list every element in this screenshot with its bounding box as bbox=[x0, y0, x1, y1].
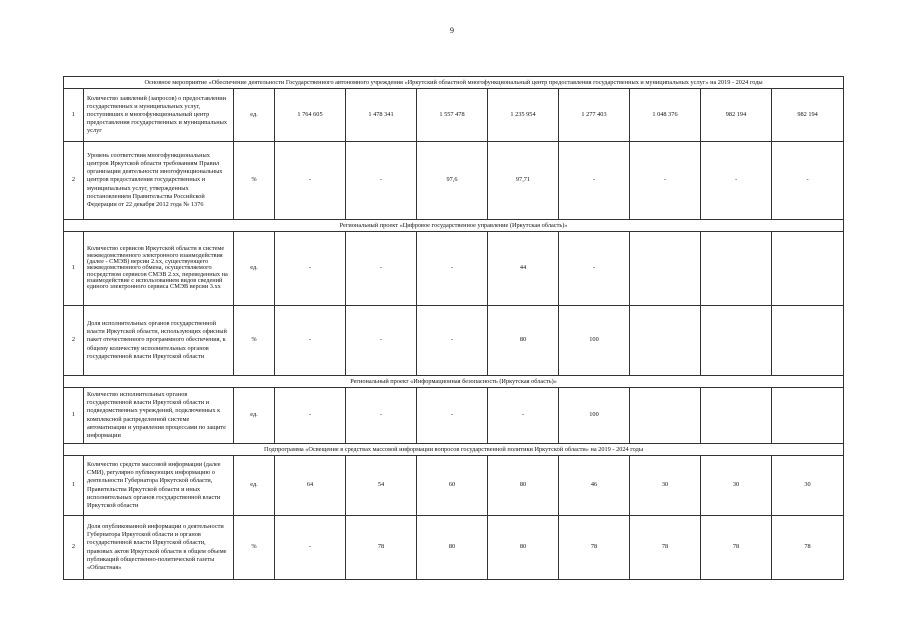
value-cell: 80 bbox=[488, 516, 559, 580]
section-header-row bbox=[64, 220, 844, 232]
value-cell: - bbox=[275, 306, 346, 376]
table-row bbox=[64, 516, 844, 580]
value-cell: 1 478 341 bbox=[346, 89, 417, 142]
value-cell bbox=[701, 232, 772, 306]
row-number: 1 bbox=[64, 456, 84, 516]
unit-cell: % bbox=[234, 142, 275, 220]
row-number: 1 bbox=[64, 388, 84, 444]
value-cell: 78 bbox=[559, 516, 630, 580]
value-cell bbox=[772, 232, 844, 306]
value-cell: 1 235 954 bbox=[488, 89, 559, 142]
table-row bbox=[64, 306, 844, 376]
value-cell bbox=[630, 306, 701, 376]
indicator-name: Доля исполнительных органов государственной власти Иркутской области, использующих офисный пакет отечественного программного обеспечения, к общему количеству исполнительных органов государственной власти Иркутской области bbox=[84, 306, 234, 376]
value-cell: 78 bbox=[772, 516, 844, 580]
indicator-name: Количество средств массовой информации (далее СМИ), регулярно публикующих информацию о деятельности Губернатора Иркутской области, Правительства Иркутской области и иных исполнительных органов государственной власти Иркутской области bbox=[84, 456, 234, 516]
unit-cell: ед. bbox=[234, 89, 275, 142]
value-cell bbox=[772, 388, 844, 444]
value-cell: - bbox=[488, 388, 559, 444]
value-cell: - bbox=[559, 232, 630, 306]
value-cell: 46 bbox=[559, 456, 630, 516]
row-number: 2 bbox=[64, 306, 84, 376]
page-number: 9 bbox=[450, 26, 454, 35]
value-cell: 100 bbox=[559, 388, 630, 444]
value-cell: 78 bbox=[701, 516, 772, 580]
value-cell: 97,71 bbox=[488, 142, 559, 220]
table-row bbox=[64, 232, 844, 306]
table-row bbox=[64, 388, 844, 444]
row-number: 1 bbox=[64, 89, 84, 142]
indicator-name: Доля опубликованной информации о деятельности Губернатора Иркутской области и органов государственной власти Иркутской области, правовых актов Иркутской области в общем объеме публикаций общественно-политической газеты «Областная» bbox=[84, 516, 234, 580]
value-cell: 982 194 bbox=[701, 89, 772, 142]
value-cell: - bbox=[701, 142, 772, 220]
value-cell: - bbox=[559, 142, 630, 220]
value-cell: 1 557 478 bbox=[417, 89, 488, 142]
value-cell bbox=[701, 306, 772, 376]
value-cell: 80 bbox=[488, 456, 559, 516]
value-cell: - bbox=[346, 142, 417, 220]
indicator-name: Количество исполнительных органов государственной власти Иркутской области и подведомственных учреждений, подключенных к комплексной распределенной системе автоматизации и управления процессами по защите информации bbox=[84, 388, 234, 444]
value-cell: 80 bbox=[417, 516, 488, 580]
value-cell: 54 bbox=[346, 456, 417, 516]
value-cell: - bbox=[417, 388, 488, 444]
table-row bbox=[64, 142, 844, 220]
indicator-name: Количество сервисов Иркутской области в системе межведомственного электронного взаимодействия (далее - СМЭВ) версии 2.хх, существующего межведомственного обмена, осуществляемого посредством сервисов СМЭВ 2.хх, переведенных на взаимодействие с использованием видов сведений единого электронного сервиса СМЭВ версии 3.хх bbox=[84, 232, 234, 306]
value-cell: - bbox=[772, 142, 844, 220]
value-cell bbox=[701, 388, 772, 444]
value-cell: - bbox=[346, 232, 417, 306]
value-cell: 64 bbox=[275, 456, 346, 516]
row-number: 1 bbox=[64, 232, 84, 306]
unit-cell: ед. bbox=[234, 456, 275, 516]
value-cell: 30 bbox=[701, 456, 772, 516]
value-cell: 30 bbox=[772, 456, 844, 516]
section-title: Основное мероприятие «Обеспечение деятельности Государственного автономного учреждения «Иркутский областной многофункциональный центр предоставления государственных и муниципальных услуг» на 2019 - 2024 годы bbox=[64, 77, 844, 89]
section-title: Региональный проект «Цифровое государственное управление (Иркутская область)» bbox=[64, 220, 844, 232]
value-cell bbox=[630, 388, 701, 444]
value-cell: 80 bbox=[488, 306, 559, 376]
value-cell bbox=[630, 232, 701, 306]
value-cell: - bbox=[346, 388, 417, 444]
section-title: Подпрограмма «Освещение в средствах массовой информации вопросов государственной политики Иркутской области» на 2019 - 2024 годы bbox=[64, 444, 844, 456]
indicator-name: Количество заявлений (запросов) о предоставлении государственных и муниципальных услуг, поступивших в многофункциональный центр предоставления государственных и муниципальных услуг bbox=[84, 89, 234, 142]
value-cell: 78 bbox=[346, 516, 417, 580]
value-cell: 30 bbox=[630, 456, 701, 516]
value-cell: 78 bbox=[630, 516, 701, 580]
row-number: 2 bbox=[64, 142, 84, 220]
value-cell: 100 bbox=[559, 306, 630, 376]
value-cell: - bbox=[275, 232, 346, 306]
value-cell: - bbox=[346, 306, 417, 376]
value-cell: - bbox=[275, 516, 346, 580]
value-cell bbox=[772, 306, 844, 376]
value-cell: 982 194 bbox=[772, 89, 844, 142]
value-cell: - bbox=[417, 306, 488, 376]
table-row bbox=[64, 456, 844, 516]
section-header-row bbox=[64, 444, 844, 456]
unit-cell: ед. bbox=[234, 388, 275, 444]
value-cell: - bbox=[630, 142, 701, 220]
value-cell: - bbox=[275, 388, 346, 444]
row-number: 2 bbox=[64, 516, 84, 580]
value-cell: - bbox=[417, 232, 488, 306]
unit-cell: % bbox=[234, 516, 275, 580]
value-cell: 97,6 bbox=[417, 142, 488, 220]
value-cell: - bbox=[275, 142, 346, 220]
indicators-table bbox=[63, 76, 844, 580]
unit-cell: ед. bbox=[234, 232, 275, 306]
value-cell: 1 277 403 bbox=[559, 89, 630, 142]
section-title: Региональный проект «Информационная безопасность (Иркутская область)» bbox=[64, 376, 844, 388]
table-row bbox=[64, 89, 844, 142]
value-cell: 1 764 605 bbox=[275, 89, 346, 142]
value-cell: 1 048 376 bbox=[630, 89, 701, 142]
value-cell: 44 bbox=[488, 232, 559, 306]
section-header-row bbox=[64, 376, 844, 388]
indicator-name: Уровень соответствия многофункциональных центров Иркутской области требованиям Правил организации деятельности многофункциональных центров предоставления государственных и муниципальных услуг, утвержденных постановлением Правительства Российской Федерации от 22 декабря 2012 года № 1376 bbox=[84, 142, 234, 220]
section-header-row bbox=[64, 77, 844, 89]
value-cell: 60 bbox=[417, 456, 488, 516]
unit-cell: % bbox=[234, 306, 275, 376]
